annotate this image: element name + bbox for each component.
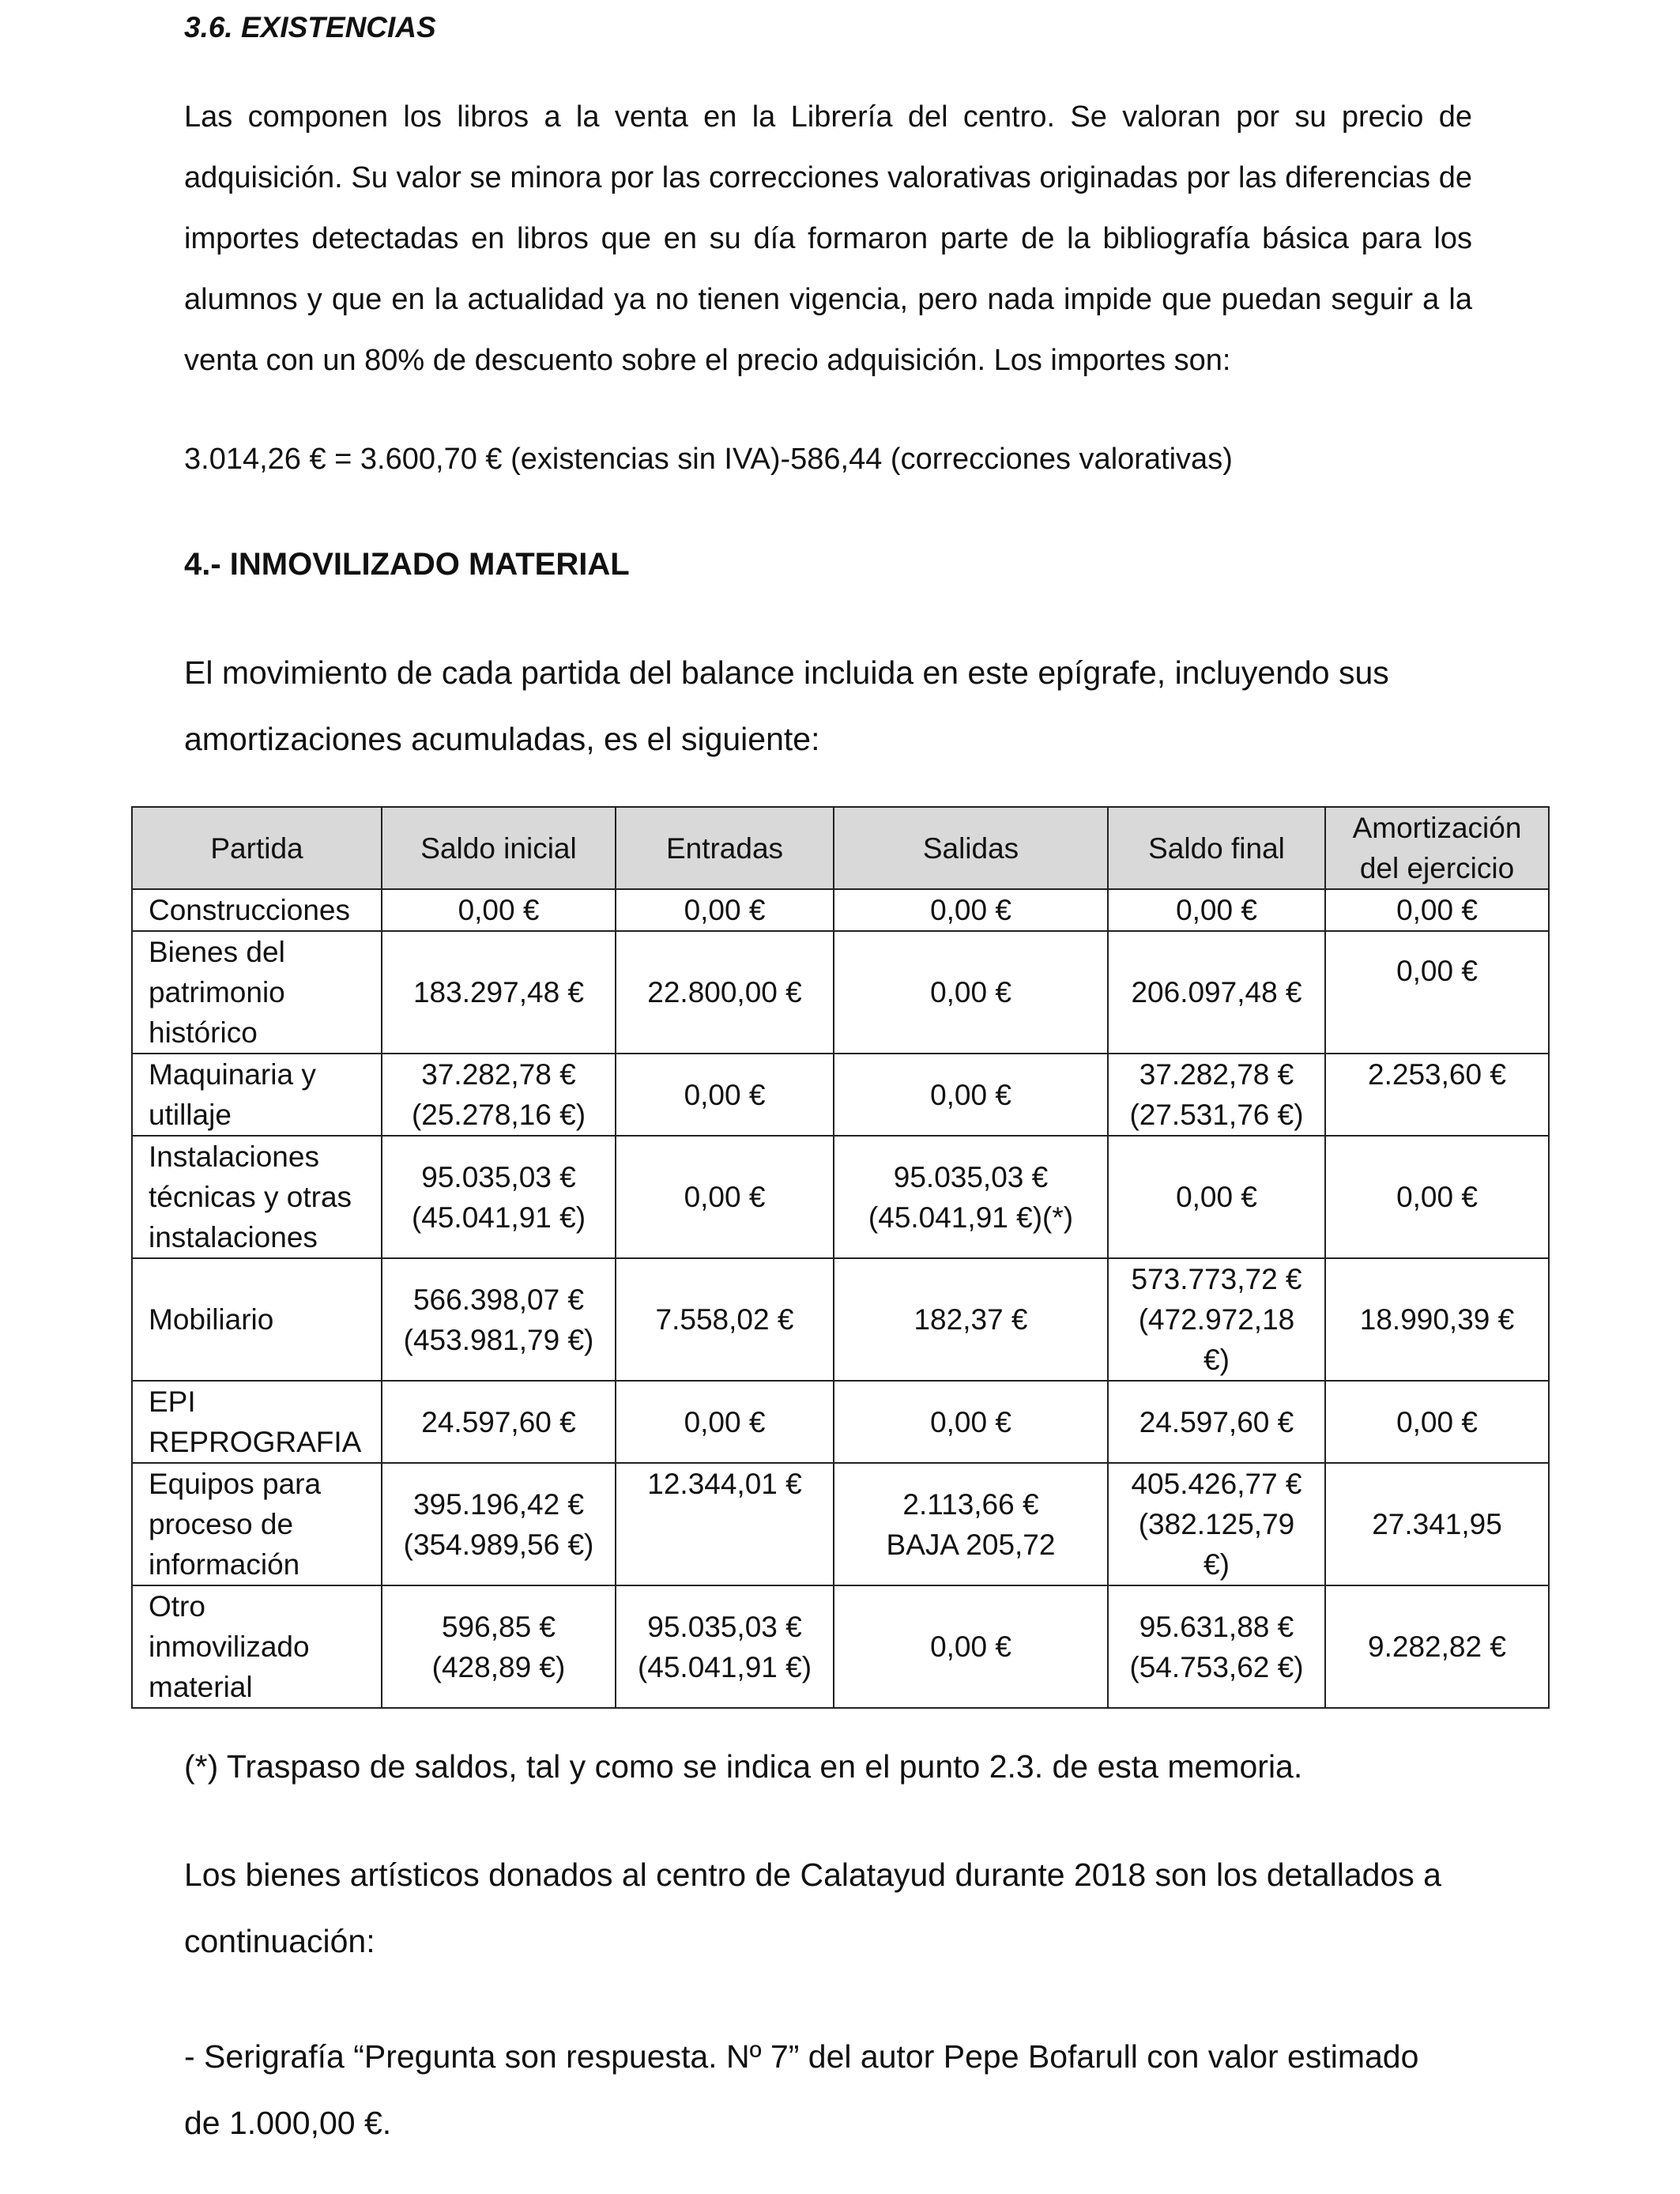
donation-item: - Serigrafía “Pregunta son respuesta. Nº 7” del autor Pepe Bofarull con valor estimado de 1.000,00 €.: [184, 2038, 1419, 2141]
section-heading-inmovilizado: 4.- INMOVILIZADO MATERIAL: [184, 547, 630, 582]
cell-entradas: 0,00 €: [616, 1136, 834, 1258]
table-row: [132, 931, 1549, 1054]
cell-amortizacion: 0,00 €: [1325, 1136, 1549, 1258]
table-footnote: (*) Traspaso de saldos, tal y como se indica en el punto 2.3. de esta memoria.: [184, 1748, 1303, 1785]
header-saldo-final: Saldo final: [1108, 807, 1325, 889]
row-label: Maquinaria y utillaje: [132, 1054, 382, 1136]
row-label: Construcciones: [132, 889, 382, 931]
row-label: Mobiliario: [132, 1258, 382, 1381]
cell-amortizacion: 0,00 €: [1325, 931, 1549, 1054]
header-amortizacion: Amortización del ejercicio: [1325, 807, 1549, 889]
table-row: [132, 1054, 1549, 1136]
cell-amortizacion: 0,00 €: [1325, 889, 1549, 931]
cell-salidas: 0,00 €: [834, 931, 1108, 1054]
cell-saldo-final: 95.631,88 € (54.753,62 €): [1108, 1585, 1325, 1708]
cell-amortizacion: 18.990,39 €: [1325, 1258, 1549, 1381]
header-saldo-inicial: Saldo inicial: [382, 807, 616, 889]
cell-entradas: 0,00 €: [616, 1054, 834, 1136]
cell-saldo-inicial: 24.597,60 €: [382, 1381, 616, 1463]
cell-salidas: 182,37 €: [834, 1258, 1108, 1381]
cell-salidas: 0,00 €: [834, 1585, 1108, 1708]
table-header-row: [132, 807, 1549, 889]
cell-saldo-inicial: 37.282,78 € (25.278,16 €): [382, 1054, 616, 1136]
header-entradas: Entradas: [616, 807, 834, 889]
header-salidas: Salidas: [834, 807, 1108, 889]
table-row: [132, 1258, 1549, 1381]
cell-saldo-final: 405.426,77 € (382.125,79 €): [1108, 1463, 1325, 1585]
cell-salidas: 95.035,03 € (45.041,91 €)(*): [834, 1136, 1108, 1258]
table-row: [132, 889, 1549, 931]
cell-saldo-inicial: 0,00 €: [382, 889, 616, 931]
cell-amortizacion: 0,00 €: [1325, 1381, 1549, 1463]
cell-salidas: 0,00 €: [834, 1381, 1108, 1463]
cell-entradas: 22.800,00 €: [616, 931, 834, 1054]
cell-saldo-inicial: 566.398,07 € (453.981,79 €): [382, 1258, 616, 1381]
row-label: Instalaciones técnicas y otras instalaciones: [132, 1136, 382, 1258]
cell-amortizacion: 9.282,82 €: [1325, 1585, 1549, 1708]
cell-salidas: 0,00 €: [834, 889, 1108, 931]
header-partida: Partida: [132, 807, 382, 889]
cell-saldo-final: 0,00 €: [1108, 1136, 1325, 1258]
cell-saldo-inicial: 596,85 € (428,89 €): [382, 1585, 616, 1708]
cell-entradas: 0,00 €: [616, 1381, 834, 1463]
table-row: [132, 1136, 1549, 1258]
row-label: EPI REPROGRAFIA: [132, 1381, 382, 1463]
section-heading-existencias: 3.6. EXISTENCIAS: [184, 11, 436, 43]
donations-intro: Los bienes artísticos donados al centro de Calatayud durante 2018 son los detallados a continuación:: [184, 1857, 1441, 1959]
inmovilizado-table: [131, 806, 1550, 1709]
table-row: [132, 1463, 1549, 1585]
existencias-formula: 3.014,26 € = 3.600,70 € (existencias sin IVA)-586,44 (correcciones valorativas): [184, 443, 1233, 476]
cell-entradas: 12.344,01 €: [616, 1463, 834, 1585]
cell-saldo-final: 0,00 €: [1108, 889, 1325, 931]
cell-amortizacion: 2.253,60 €: [1325, 1054, 1549, 1136]
inmovilizado-intro: El movimiento de cada partida del balance incluida en este epígrafe, incluyendo sus amortizaciones acumuladas, es el siguiente:: [184, 654, 1389, 757]
row-label: Equipos para proceso de información: [132, 1463, 382, 1585]
cell-entradas: 0,00 €: [616, 889, 834, 931]
cell-saldo-inicial: 95.035,03 € (45.041,91 €): [382, 1136, 616, 1258]
cell-entradas: 7.558,02 €: [616, 1258, 834, 1381]
cell-saldo-final: 573.773,72 € (472.972,18 €): [1108, 1258, 1325, 1381]
cell-saldo-final: 37.282,78 € (27.531,76 €): [1108, 1054, 1325, 1136]
cell-entradas: 95.035,03 € (45.041,91 €): [616, 1585, 834, 1708]
cell-saldo-final: 24.597,60 €: [1108, 1381, 1325, 1463]
cell-saldo-inicial: 183.297,48 €: [382, 931, 616, 1054]
existencias-paragraph: Las componen los libros a la venta en la Librería del centro. Se valoran por su precio de adquisición. Su valor se minora por las correcciones valorativas originadas por las diferencias de importes detectadas en libros que en su día formaron parte de la bibliografía básica para los alumnos y que en la actualidad ya no tienen vigencia, pero nada impide que puedan seguir a la venta con un 80% de descuento sobre el precio adquisición. Los importes son:: [184, 100, 1472, 377]
table-row: [132, 1585, 1549, 1708]
table-row: [132, 1381, 1549, 1463]
row-label: Otro inmovilizado material: [132, 1585, 382, 1708]
cell-saldo-final: 206.097,48 €: [1108, 931, 1325, 1054]
cell-amortizacion: 27.341,95: [1325, 1463, 1549, 1585]
cell-saldo-inicial: 395.196,42 € (354.989,56 €): [382, 1463, 616, 1585]
cell-salidas: 2.113,66 € BAJA 205,72: [834, 1463, 1108, 1585]
row-label: Bienes del patrimonio histórico: [132, 931, 382, 1054]
cell-salidas: 0,00 €: [834, 1054, 1108, 1136]
